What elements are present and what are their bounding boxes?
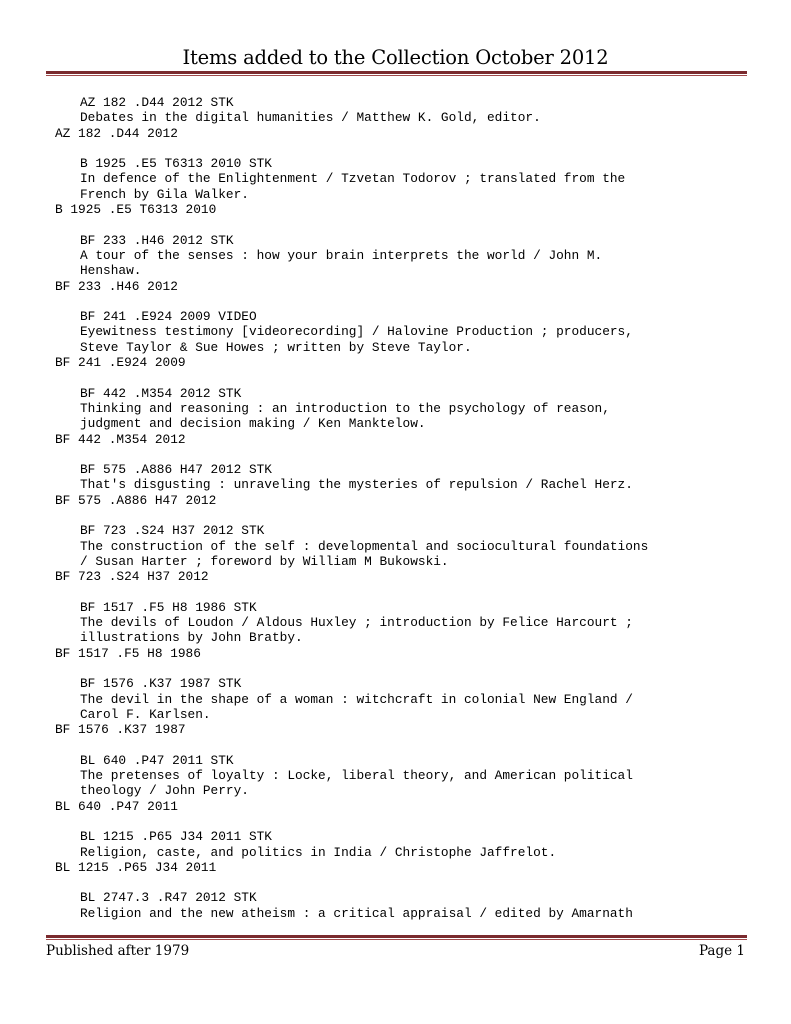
- call-number-location: AZ 182 .D44 2012 STK: [80, 95, 234, 110]
- call-number: BF 1576 .K37 1987: [55, 722, 186, 738]
- title-statement: Henshaw.: [80, 263, 142, 279]
- title-statement: That's disgusting : unraveling the mysteries of repulsion / Rachel Herz.: [80, 477, 633, 493]
- title-statement: In defence of the Enlightenment / Tzvetan Todorov ; translated from the: [80, 171, 626, 187]
- call-number-location: BF 241 .E924 2009 VIDEO: [80, 309, 257, 325]
- call-number: BF 1517 .F5 H8 1986: [55, 645, 201, 661]
- catalog-entry: [55, 676, 755, 737]
- call-number: BF 233 .H46 2012: [55, 278, 178, 294]
- title-statement: French by Gila Walker.: [80, 186, 249, 202]
- call-number: B 1925 .E5 T6313 2010: [55, 202, 217, 218]
- catalog-entry: [55, 600, 755, 661]
- call-number-location: BF 1517 .F5 H8 1986 STK: [80, 599, 257, 615]
- call-number: BF 723 .S24 H37 2012: [55, 569, 209, 585]
- header-divider: [46, 71, 747, 76]
- title-statement: theology / John Perry.: [80, 783, 249, 799]
- title-statement: The devils of Loudon / Aldous Huxley ; introduction by Felice Harcourt ;: [80, 615, 633, 631]
- catalog-entry: [55, 386, 755, 447]
- title-statement: Religion and the new atheism : a critical appraisal / edited by Amarnath: [80, 905, 633, 921]
- call-number-location: BL 2747.3 .R47 2012 STK: [80, 890, 257, 906]
- page-number: Page 1: [698, 943, 745, 959]
- call-number-location: B 1925 .E5 T6313 2010 STK: [80, 156, 272, 172]
- title-statement: A tour of the senses : how your brain interprets the world / John M.: [80, 247, 603, 263]
- title-statement: Eyewitness testimony [videorecording] / Halovine Production ; producers,: [80, 324, 633, 340]
- title-statement: illustrations by John Bratby.: [80, 630, 303, 646]
- title-statement: The construction of the self : developmental and sociocultural foundations: [80, 538, 649, 554]
- catalog-entry: [55, 233, 755, 294]
- call-number: BF 442 .M354 2012: [55, 431, 186, 447]
- call-number: BL 1215 .P65 J34 2011: [55, 859, 217, 875]
- call-number-location: BF 442 .M354 2012 STK: [80, 385, 242, 401]
- call-number-location: BF 1576 .K37 1987 STK: [80, 676, 242, 692]
- catalog-entry: [55, 462, 755, 508]
- title-statement: Thinking and reasoning : an introduction to the psychology of reason,: [80, 400, 610, 416]
- call-number: AZ 182 .D44 2012: [55, 125, 178, 141]
- call-number-location: BL 640 .P47 2011 STK: [80, 752, 234, 768]
- title-statement: / Susan Harter ; foreword by William M Bukowski.: [80, 553, 449, 569]
- catalog-entry: [55, 523, 755, 584]
- catalog-entry: [55, 95, 755, 141]
- call-number: BF 575 .A886 H47 2012: [55, 492, 217, 508]
- call-number-location: BF 233 .H46 2012 STK: [80, 232, 234, 248]
- title-statement: The devil in the shape of a woman : witchcraft in colonial New England /: [80, 691, 633, 707]
- call-number-location: BL 1215 .P65 J34 2011 STK: [80, 829, 272, 845]
- call-number-location: BF 723 .S24 H37 2012 STK: [80, 523, 265, 539]
- title-statement: judgment and decision making / Ken Manktelow.: [80, 416, 426, 432]
- page-title: Items added to the Collection October 2012: [182, 46, 609, 69]
- catalog-entry: [55, 829, 755, 875]
- call-number: BF 241 .E924 2009: [55, 355, 186, 371]
- catalog-entry: [55, 753, 755, 814]
- catalog-list: [55, 95, 755, 936]
- title-statement: Debates in the digital humanities / Matthew K. Gold, editor.: [80, 110, 541, 126]
- title-statement: Carol F. Karlsen.: [80, 706, 211, 722]
- catalog-entry: [55, 309, 755, 370]
- title-statement: The pretenses of loyalty : Locke, liberal theory, and American political: [80, 768, 633, 784]
- call-number-location: BF 575 .A886 H47 2012 STK: [80, 462, 272, 478]
- call-number: BL 640 .P47 2011: [55, 798, 178, 814]
- footer-divider: [46, 935, 747, 940]
- title-statement: Steve Taylor & Sue Howes ; written by Steve Taylor.: [80, 339, 472, 355]
- catalog-entry: [55, 156, 755, 217]
- footer-note: Published after 1979: [46, 943, 190, 959]
- catalog-entry: [55, 890, 755, 921]
- title-statement: Religion, caste, and politics in India / Christophe Jaffrelot.: [80, 844, 557, 860]
